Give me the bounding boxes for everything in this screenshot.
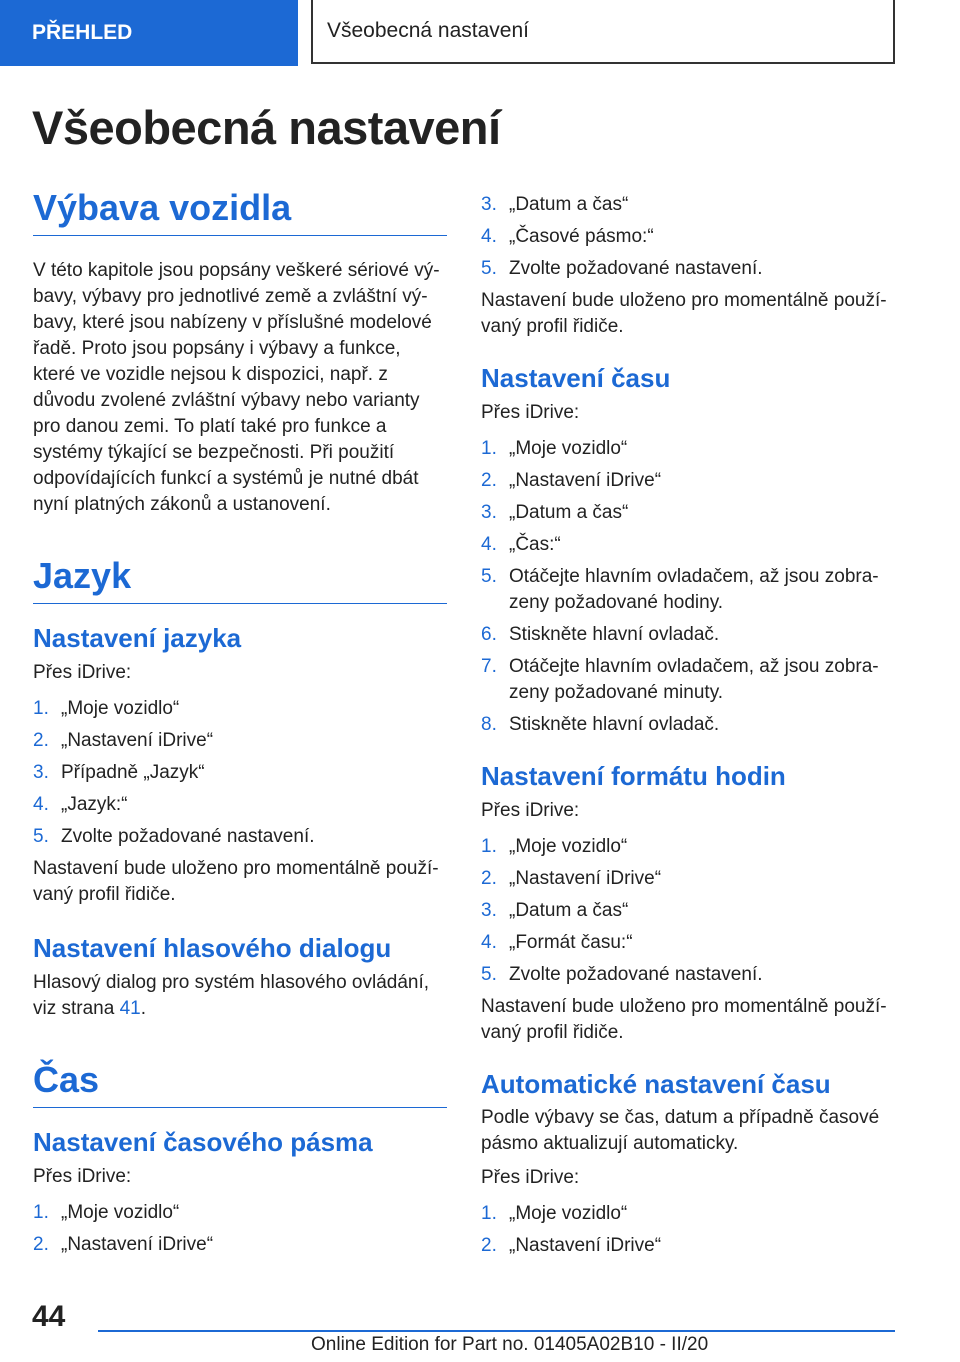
sub-heading-format-hodin: Nastavení formátu hodin [481,760,786,791]
step-number: 2. [481,469,497,491]
hlas-paragraph [33,970,447,1022]
list-item [481,930,895,956]
pasmo-steps-continued [481,192,895,282]
sub-heading-nastaveni-casu: Nastavení času [481,363,671,393]
list-item [33,1200,447,1226]
list-item [33,696,447,722]
footer-divider [98,1330,895,1332]
step-text: „Moje vozidlo“ [509,437,628,459]
step-number: 4. [481,226,497,247]
list-item [481,866,895,892]
sub-heading-casove-pasmo: Nastavení časového pásma [33,1127,373,1158]
step-text: Případně „Jazyk“ [61,762,205,784]
cas-intro: Přes iDrive: [33,1165,132,1187]
step-number: 5. [481,963,497,985]
sub-heading-nastaveni-jazyka: Nastavení jazyka [33,623,242,654]
list-item [33,792,447,818]
step-text: „Nastavení iDrive“ [61,730,214,752]
list-item [481,834,895,860]
overview-tab[interactable]: PŘEHLED [0,0,298,66]
format-steps-list [481,834,895,988]
section-heading-cas: Čas [33,1058,447,1108]
step-text: Zvolte požadované nastavení. [61,826,315,848]
list-item [481,712,895,738]
list-item [481,564,895,616]
list-item [33,1232,447,1258]
vybava-paragraph: V této kapitole jsou popsány veškeré sériové výbavy, výbavy pro jednotlivé země a zvláštní výbavy, které jsou nabízeny v příslušné modelové řadě. Proto jsou popsány i výbavy a funkce, které ve vozidle nejsou k dispozici, např. z důvodu zvolené zvláštní výbavy nebo varianty pro danou zemi. To platí také pro funkce a systémy týkající se bezpečnosti. Při použití odpovídajících funkcí a systémů je nutné dbát nyní platných zákonů a ustanovení. [33,260,440,516]
step-text: „Časové pásmo:“ [509,226,654,247]
auto-intro: Přes iDrive: [481,1167,580,1189]
format-intro: Přes iDrive: [481,799,580,821]
list-item [481,1233,895,1259]
step-text: „Jazyk:“ [61,794,128,816]
step-text: „Nastavení iDrive“ [509,469,662,491]
list-item [481,962,895,988]
step-text: „Čas:“ [509,533,561,555]
step-number: 5. [481,565,497,587]
list-item [33,824,447,850]
auto-paragraph: Podle výbavy se čas, datum a případně časové pásmo aktualizují automaticky. [481,1107,880,1155]
step-text: Otáčejte hlavním ovladačem, až jsou zobrazeny požadované hodiny. [509,565,879,613]
hlas-text-end: . [140,997,147,1019]
step-text: „Nastavení iDrive“ [509,1235,662,1257]
step-text: „Formát času:“ [509,931,633,953]
step-number: 1. [481,835,497,857]
step-text: „Nastavení iDrive“ [509,867,662,889]
step-number: 6. [481,623,497,645]
step-text: „Moje vozidlo“ [61,698,180,720]
pasmo-note: Nastavení bude uloženo pro momentálně používaný profil řidiče. [481,290,887,337]
list-item [481,224,895,250]
left-column [33,186,447,1264]
step-number: 1. [481,437,497,459]
page-header [0,0,960,66]
list-item [481,256,895,282]
step-text: „Datum a čas“ [509,501,629,523]
cas-set-steps-list [481,436,895,738]
list-item [481,436,895,462]
step-number: 3. [481,899,497,921]
jazyk-intro: Přes iDrive: [33,662,132,684]
step-number: 3. [33,762,49,784]
step-number: 5. [481,258,497,279]
step-number: 8. [481,713,497,735]
section-tab[interactable]: Všeobecná nastavení [311,0,895,64]
step-text: „Moje vozidlo“ [509,1203,628,1225]
list-item [481,622,895,648]
step-number: 4. [33,794,49,816]
section-heading-jazyk: Jazyk [33,554,447,604]
step-number: 5. [33,826,49,848]
section-heading-vybava: Výbava vozidla [33,186,447,236]
step-number: 4. [481,533,497,555]
jazyk-steps-list [33,696,447,850]
step-text: Zvolte požadované nastavení. [509,258,763,279]
step-number: 3. [481,194,497,215]
step-text: „Datum a čas“ [509,899,629,921]
step-number: 7. [481,655,497,677]
step-text: „Moje vozidlo“ [509,835,628,857]
sub-heading-automaticke-nastaveni: Automatické nastavení času [481,1068,831,1099]
step-text: „Datum a čas“ [509,194,629,215]
hlas-text: Hlasový dialog pro systém hlasového ovládání, viz strana [33,971,430,1019]
list-item [33,760,447,786]
step-number: 2. [481,867,497,889]
right-column [481,192,895,1265]
list-item [481,192,895,218]
list-item [33,728,447,754]
step-text: Stiskněte hlavní ovladač. [509,713,720,735]
format-note: Nastavení bude uloženo pro momentálně používaný profil řidiče. [481,995,887,1043]
jazyk-note: Nastavení bude uloženo pro momentálně používaný profil řidiče. [33,858,439,906]
step-number: 2. [481,1235,497,1257]
step-number: 1. [33,1201,49,1223]
list-item [481,898,895,924]
list-item [481,500,895,526]
cas-set-intro: Přes iDrive: [481,401,580,423]
step-number: 1. [481,1203,497,1225]
step-text: Otáčejte hlavním ovladačem, až jsou zobrazeny požadované minuty. [509,655,879,703]
step-number: 1. [33,698,49,720]
sub-heading-hlasovy-dialog: Nastavení hlasového dialogu [33,933,392,964]
step-number: 2. [33,1233,49,1255]
list-item [481,654,895,706]
step-text: „Nastavení iDrive“ [61,1233,214,1255]
step-number: 3. [481,501,497,523]
list-item [481,468,895,494]
list-item [481,1201,895,1227]
step-number: 2. [33,730,49,752]
step-text: Stiskněte hlavní ovladač. [509,623,720,645]
step-text: Zvolte požadované nastavení. [509,963,763,985]
auto-steps-list [481,1201,895,1259]
page-link-41[interactable]: 41 [119,997,141,1019]
page-title: Všeobecná nastavení [32,101,501,154]
edition-text: Online Edition for Part no. 01405A02B10 - II/20 [311,1334,709,1355]
page-number: 44 [32,1300,66,1333]
list-item [481,532,895,558]
step-text: „Moje vozidlo“ [61,1201,180,1223]
step-number: 4. [481,931,497,953]
cas-steps-list [33,1200,447,1258]
